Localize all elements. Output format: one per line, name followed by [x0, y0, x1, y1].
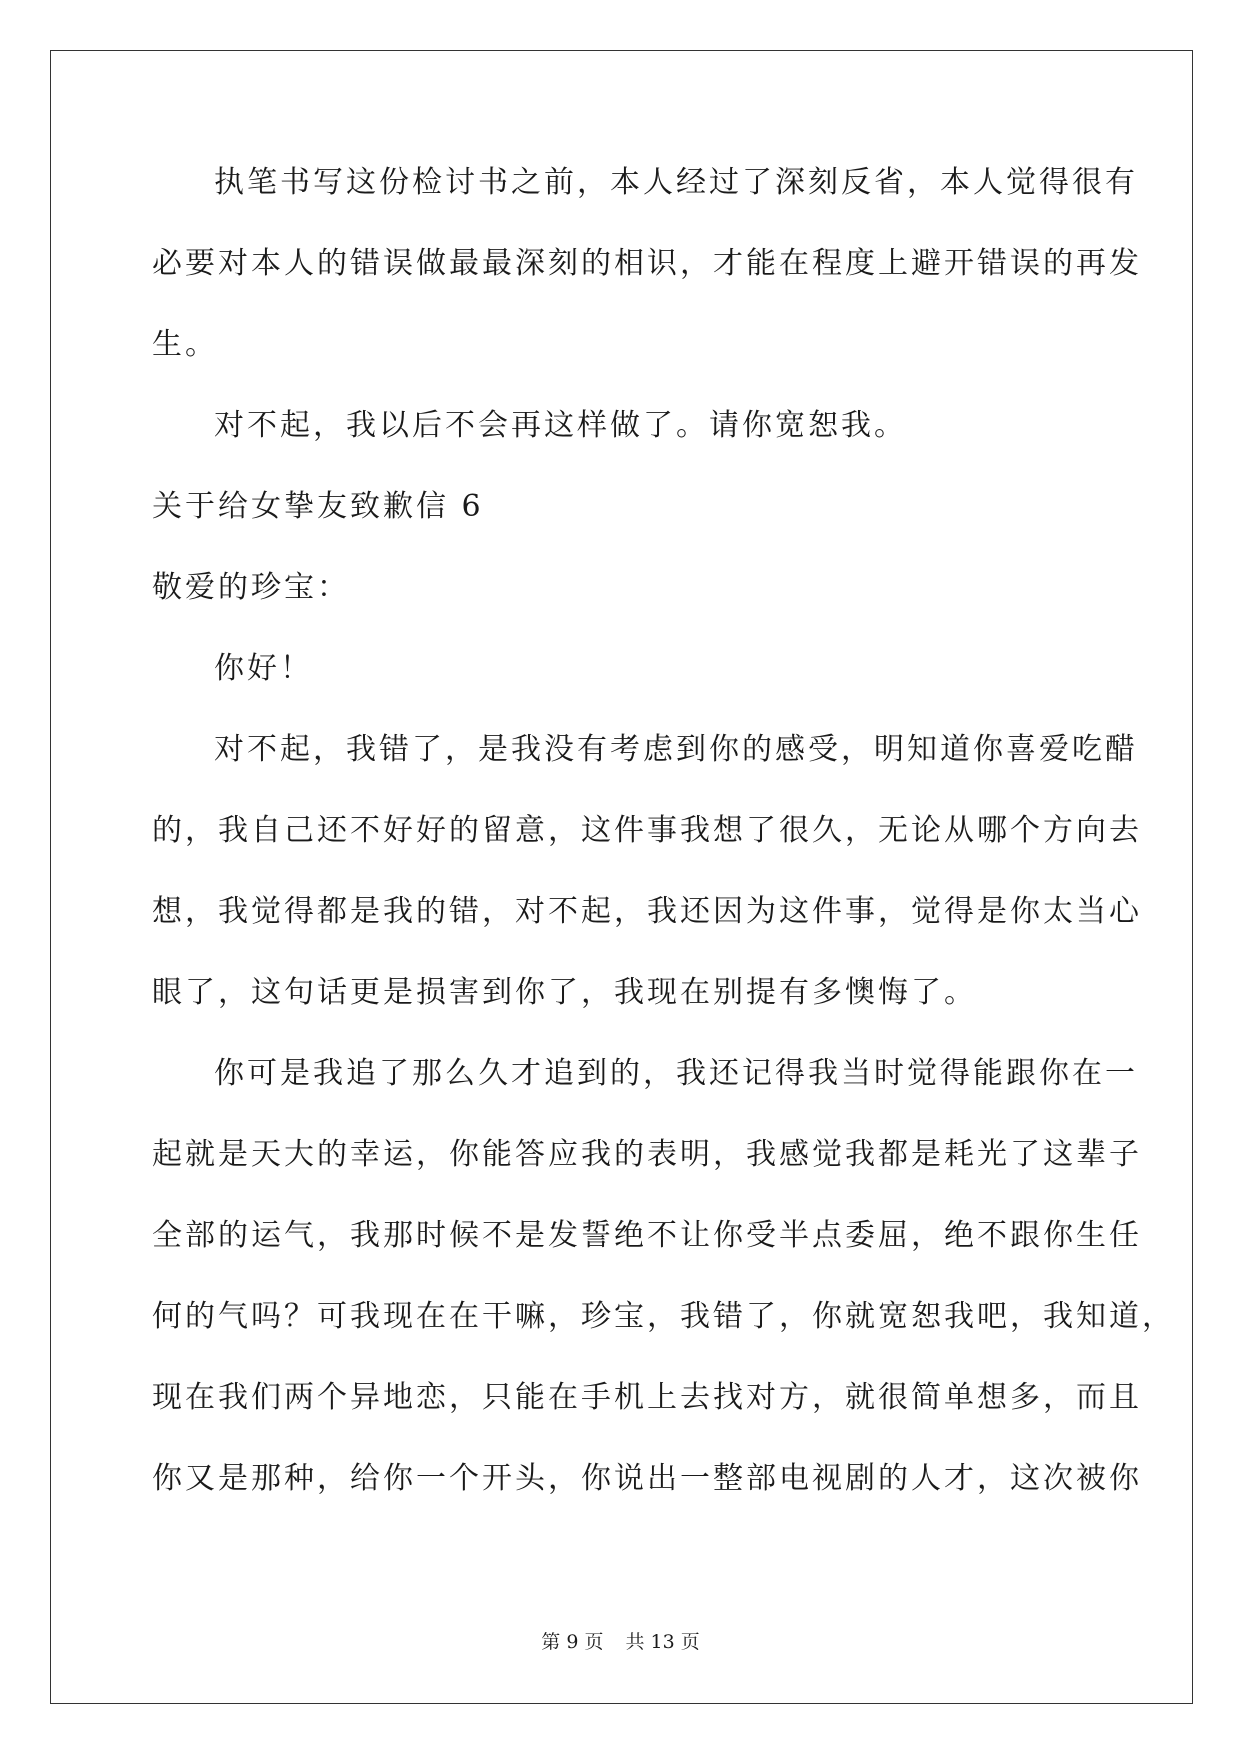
- paragraph-line: 何的气吗？可我现在在干嘛，珍宝，我错了，你就宽恕我吧，我知道，: [152, 1299, 1175, 1334]
- paragraph-line: 必要对本人的错误做最最深刻的相识，才能在程度上避开错误的再发: [152, 246, 1142, 281]
- paragraph-line: 你又是那种，给你一个开头，你说出一整部电视剧的人才，这次被你: [152, 1461, 1142, 1496]
- paragraph-line: 对不起，我以后不会再这样做了。请你宽恕我。: [214, 408, 907, 443]
- paragraph-line: 现在我们两个异地恋，只能在手机上去找对方，就很简单想多，而且: [152, 1380, 1142, 1415]
- paragraph-line: 对不起，我错了，是我没有考虑到你的感受，明知道你喜爱吃醋: [214, 732, 1138, 767]
- page-number: 第 9 页: [541, 1631, 604, 1653]
- paragraph-line: 你可是我追了那么久才追到的，我还记得我当时觉得能跟你在一: [214, 1056, 1138, 1091]
- salutation: 敬爱的珍宝：: [152, 570, 350, 605]
- paragraph-line: 起就是天大的幸运，你能答应我的表明，我感觉我都是耗光了这辈子: [152, 1137, 1142, 1172]
- paragraph-line: 全部的运气，我那时候不是发誓绝不让你受半点委屈，绝不跟你生任: [152, 1218, 1142, 1253]
- paragraph-line: 的，我自己还不好好的留意，这件事我想了很久，无论从哪个方向去: [152, 813, 1142, 848]
- paragraph-line: 想，我觉得都是我的错，对不起，我还因为这件事，觉得是你太当心: [152, 894, 1142, 929]
- paragraph-line: 眼了，这句话更是损害到你了，我现在别提有多懊悔了。: [152, 975, 977, 1010]
- page-footer: [0, 1630, 1241, 1654]
- document-body: [152, 165, 1175, 1542]
- paragraph-line: 执笔书写这份检讨书之前，本人经过了深刻反省，本人觉得很有: [214, 165, 1138, 200]
- section-heading: 关于给女挚友致歉信 6: [152, 489, 484, 524]
- paragraph-line: 生。: [152, 327, 218, 362]
- greeting: 你好！: [214, 651, 313, 686]
- page-total: 共 13 页: [625, 1631, 700, 1653]
